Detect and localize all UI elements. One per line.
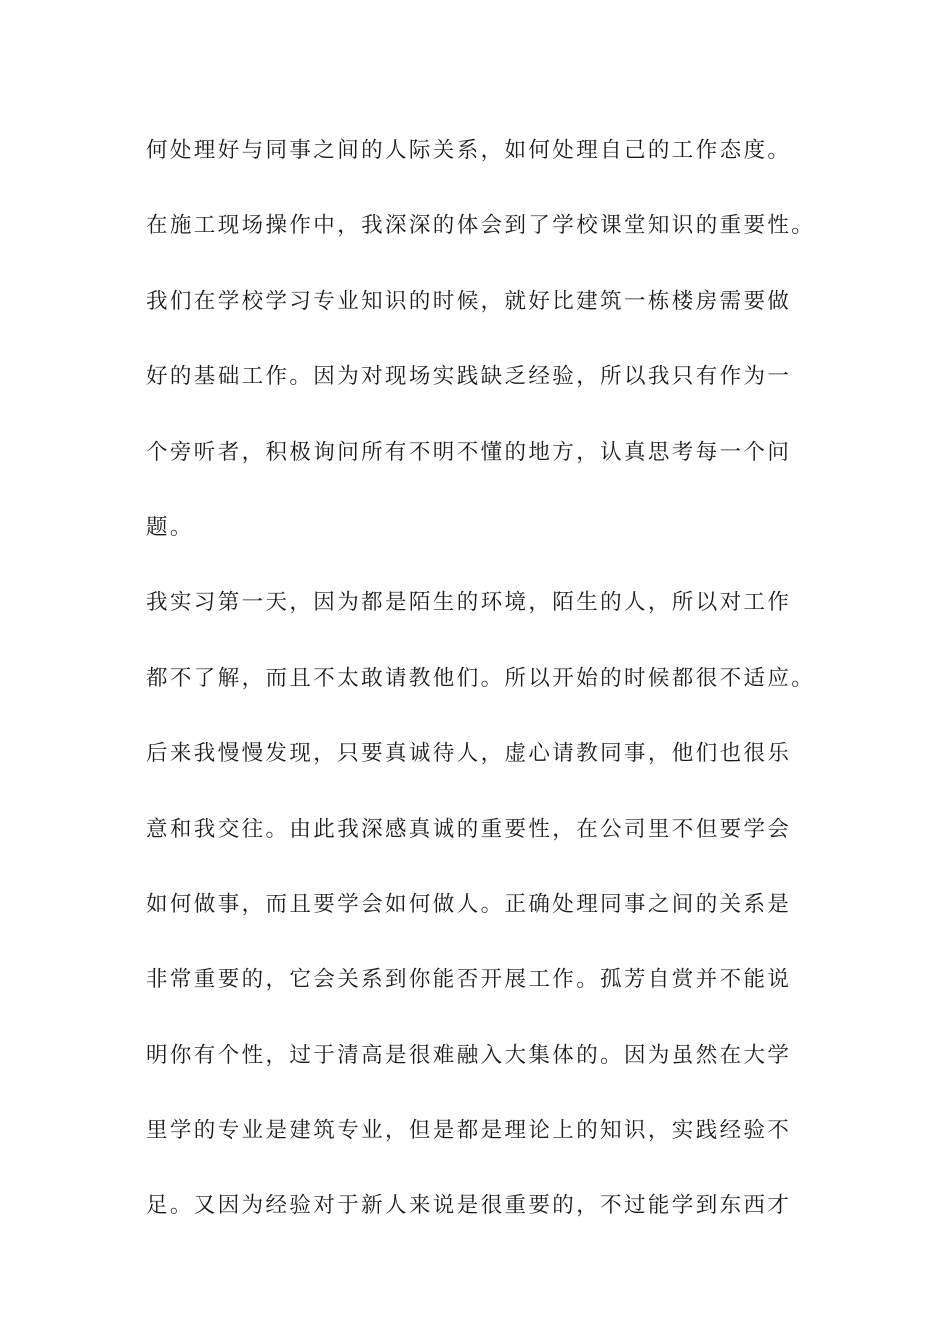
text-line: 好的基础工作。因为对现场实践缺乏经验，所以我只有作为一 xyxy=(146,364,792,390)
text-line: 我们在学校学习专业知识的时候，就好比建筑一栋楼房需要做 xyxy=(146,288,792,314)
text-line: 我实习第一天，因为都是陌生的环境，陌生的人，所以对工作 xyxy=(146,590,792,616)
text-line: 明你有个性，过于清高是很难融入大集体的。因为虽然在大学 xyxy=(146,1042,792,1068)
text-line: 都不了解，而且不太敢请教他们。所以开始的时候都很不适应。 xyxy=(146,665,816,691)
document-body xyxy=(146,131,826,1262)
text-line: 足。又因为经验对于新人来说是很重要的，不过能学到东西才 xyxy=(146,1193,792,1219)
text-line: 意和我交往。由此我深感真诚的重要性，在公司里不但要学会 xyxy=(146,816,792,842)
text-line: 在施工现场操作中，我深深的体会到了学校课堂知识的重要性。 xyxy=(146,213,816,239)
text-line: 如何做事，而且要学会如何做人。正确处理同事之间的关系是 xyxy=(146,891,792,917)
text-line: 后来我慢慢发现，只要真诚待人，虚心请教同事，他们也很乐 xyxy=(146,741,792,767)
text-line: 非常重要的，它会关系到你能否开展工作。孤芳自赏并不能说 xyxy=(146,967,792,993)
text-line: 个旁听者，积极询问所有不明不懂的地方，认真思考每一个问 xyxy=(146,439,792,465)
text-line: 题。 xyxy=(146,514,194,540)
text-line: 里学的专业是建筑专业，但是都是理论上的知识，实践经验不 xyxy=(146,1118,792,1144)
text-line: 何处理好与同事之间的人际关系，如何处理自己的工作态度。 xyxy=(146,138,792,163)
